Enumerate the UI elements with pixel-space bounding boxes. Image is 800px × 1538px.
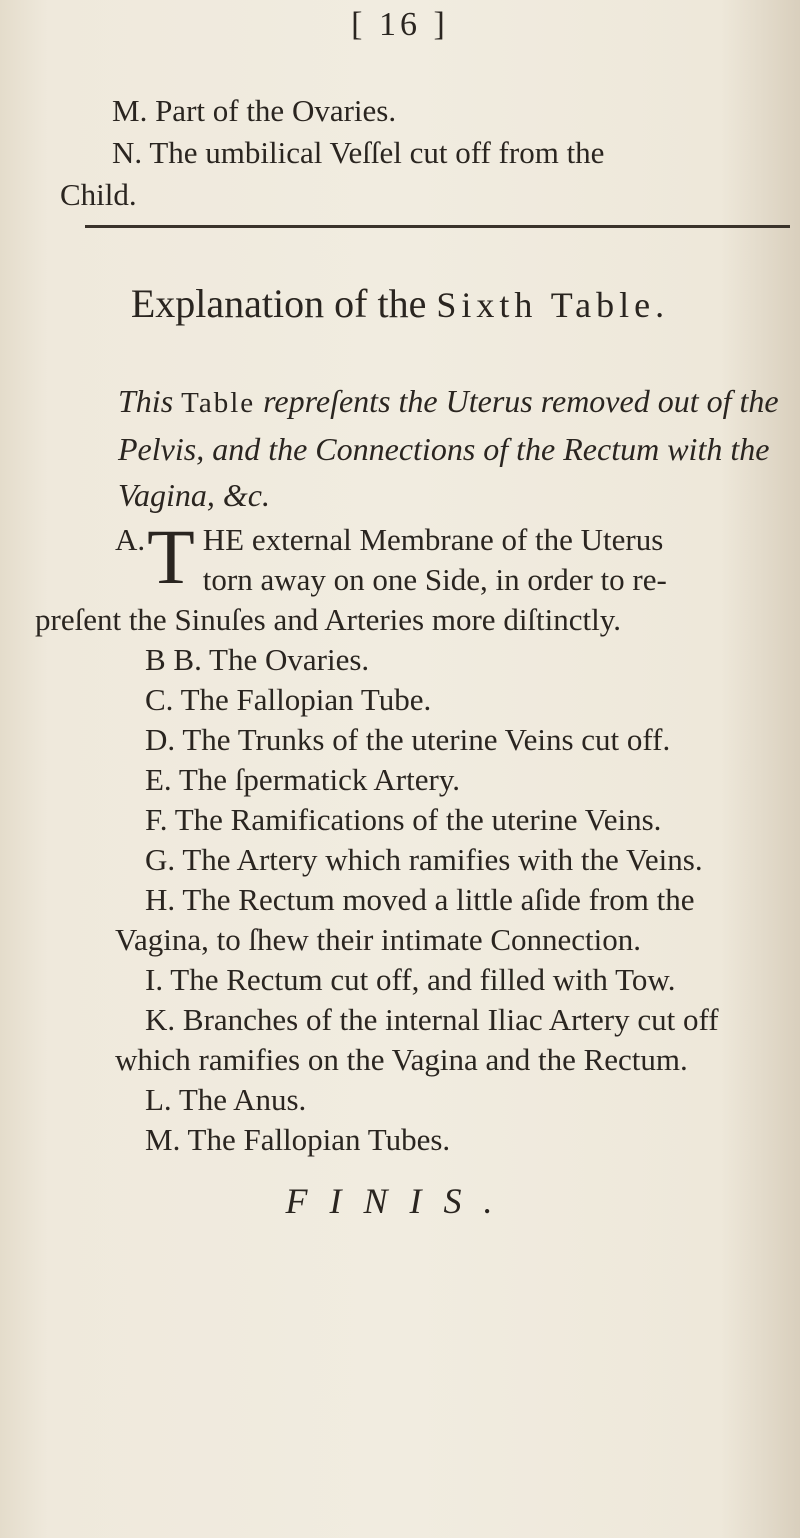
entry-m: M. Part of the Ovaries. xyxy=(112,93,397,128)
list-item-k-line-1: K. Branches of the internal Iliac Artery cut off xyxy=(145,1002,719,1037)
heading-prefix: Explanation of the xyxy=(130,281,427,326)
list-item: I. The Rectum cut off, and filled with Tow. xyxy=(145,962,676,997)
page-number: [ 16 ] xyxy=(351,6,449,43)
table-description xyxy=(118,378,798,518)
intro-line-3: preſent the Sinuſes and Arteries more diſtinctly. xyxy=(35,602,621,637)
heading-small-caps: Sixth Table. xyxy=(436,285,670,325)
previous-table-continuation xyxy=(60,90,780,216)
list-item: F. The Ramifications of the uterine Veins. xyxy=(145,802,662,837)
intro-paragraph xyxy=(35,513,795,640)
finis: FINIS. xyxy=(285,1181,515,1221)
list-item: C. The Fallopian Tube. xyxy=(145,682,432,717)
subtitle-lead: This xyxy=(118,383,174,419)
list-item: B B. The Ovaries. xyxy=(145,642,370,677)
section-heading xyxy=(0,280,800,327)
entry-n: N. The umbilical Veſſel cut off from the xyxy=(112,135,605,170)
list-item: D. The Trunks of the uterine Veins cut off. xyxy=(145,722,671,757)
intro-line-1: HE external Membrane of the Uterus xyxy=(202,522,664,557)
intro-label: A. xyxy=(115,522,146,557)
list-item-h-line-1: H. The Rectum moved a little aſide from the xyxy=(145,882,695,917)
intro-line-2: torn away on one Side, in order to re- xyxy=(202,562,667,597)
entry-n-continuation: Child. xyxy=(60,177,137,212)
list-item: G. The Artery which ramifies with the Veins. xyxy=(145,842,703,877)
list-item-h-line-2: Vagina, to ſhew their intimate Connection. xyxy=(115,922,642,957)
list-item: M. The Fallopian Tubes. xyxy=(145,1122,451,1157)
section-divider xyxy=(85,225,790,228)
list-item-k-line-2: which ramifies on the Vagina and the Rectum. xyxy=(115,1042,688,1077)
list-item: L. The Anus. xyxy=(145,1082,307,1117)
explanation-body xyxy=(35,513,795,1160)
subtitle-rest: repreſents the Uterus removed out of the Pelvis, and the Connections of the Rectum with the Vagina, &c. xyxy=(118,383,779,513)
subtitle-caps-word: Table xyxy=(181,387,256,419)
list-item: E. The ſpermatick Artery. xyxy=(145,762,461,797)
drop-cap: T xyxy=(147,513,195,600)
